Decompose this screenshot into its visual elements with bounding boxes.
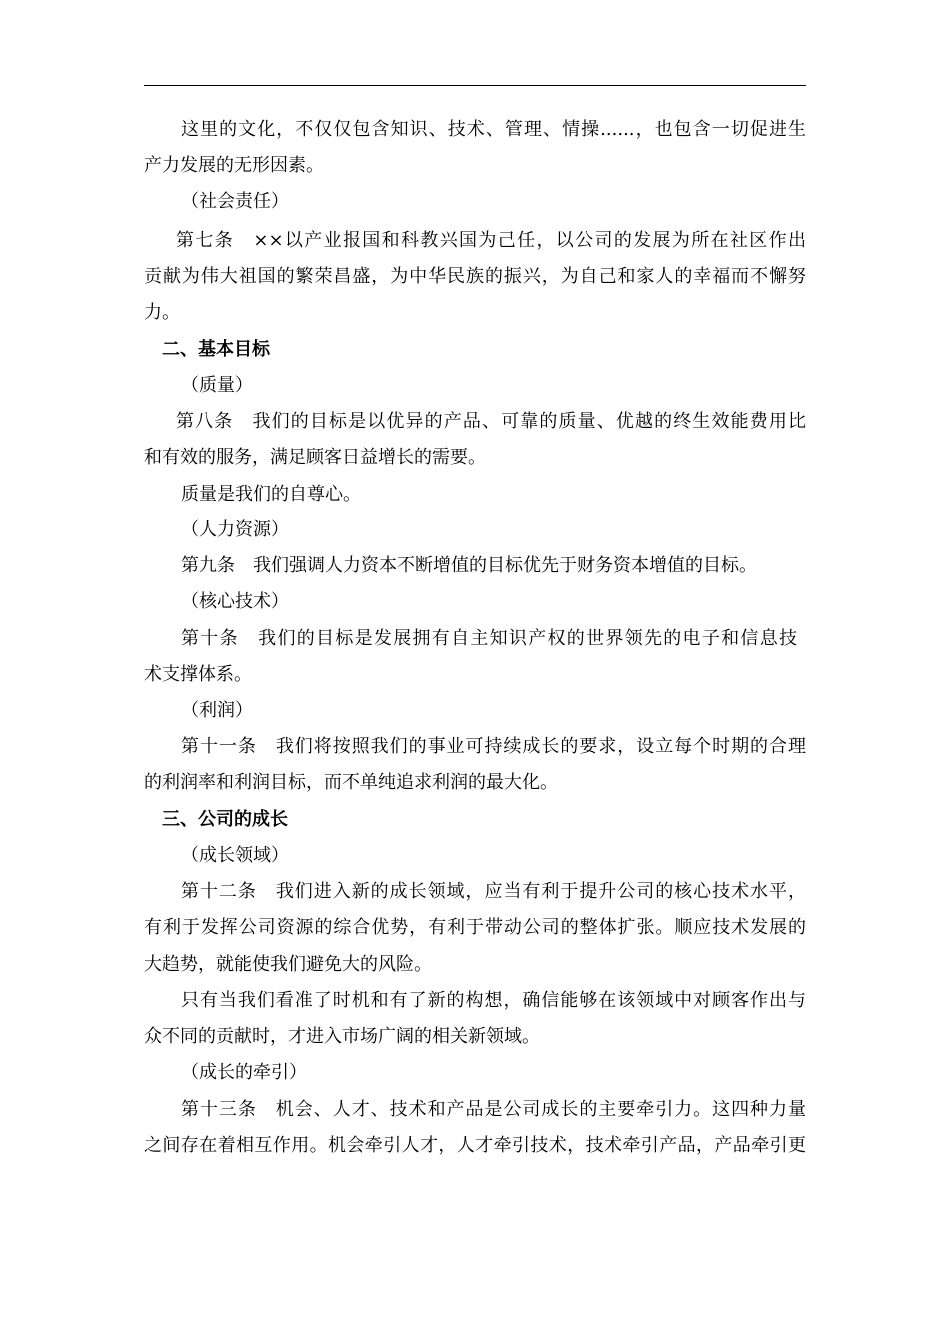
paragraph-line: 力。 bbox=[144, 302, 180, 323]
article-line: 第十条 我们的目标是发展拥有自主知识产权的世界领先的电子和信息技 bbox=[181, 628, 797, 649]
section-heading: 三、公司的成长 bbox=[162, 809, 288, 830]
article-line: 第十三条 机会、人才、技术和产品是公司成长的主要牵引力。这四种力量 bbox=[181, 1099, 806, 1120]
header-rule bbox=[144, 85, 806, 86]
paragraph-line: 这里的文化，不仅仅包含知识、技术、管理、情操......，也包含一切促进生 bbox=[181, 119, 806, 140]
article-line: 第十一条 我们将按照我们的事业可持续成长的要求，设立每个时期的合理 bbox=[181, 736, 806, 757]
article-line: 第八条 我们的目标是以优异的产品、可靠的质量、优越的终生效能费用比 bbox=[176, 411, 806, 432]
paragraph-line: 有利于发挥公司资源的综合优势，有利于带动公司的整体扩张。顺应技术发展的 bbox=[144, 917, 806, 938]
section-label: （人力资源） bbox=[181, 519, 289, 540]
paragraph-line: 贡献为伟大祖国的繁荣昌盛，为中华民族的振兴，为自己和家人的幸福而不懈努 bbox=[144, 266, 806, 287]
paragraph-line: 只有当我们看准了时机和有了新的构想，确信能够在该领域中对顾客作出与 bbox=[181, 990, 806, 1011]
paragraph-line: 产力发展的无形因素。 bbox=[144, 155, 324, 176]
article-line: 第九条 我们强调人力资本不断增值的目标优先于财务资本增值的目标。 bbox=[181, 555, 757, 576]
paragraph-line: 的利润率和利润目标，而不单纯追求利润的最大化。 bbox=[144, 772, 558, 793]
section-label: （社会责任） bbox=[181, 191, 289, 212]
section-label: （质量） bbox=[181, 375, 253, 396]
paragraph-line: 大趋势，就能使我们避免大的风险。 bbox=[144, 954, 432, 975]
paragraph-line: 和有效的服务，满足顾客日益增长的需要。 bbox=[144, 447, 486, 468]
section-label: （成长的牵引） bbox=[181, 1062, 307, 1083]
section-label: （成长领域） bbox=[181, 845, 289, 866]
section-label: （利润） bbox=[181, 700, 253, 721]
paragraph-line: 之间存在着相互作用。机会牵引人才，人才牵引技术，技术牵引产品，产品牵引更 bbox=[144, 1135, 806, 1156]
paragraph-line: 术支撑体系。 bbox=[144, 664, 252, 685]
section-heading: 二、基本目标 bbox=[162, 339, 270, 360]
article-line: 第十二条 我们进入新的成长领域，应当有利于提升公司的核心技术水平， bbox=[181, 881, 806, 902]
paragraph-line: 质量是我们的自尊心。 bbox=[181, 484, 361, 505]
paragraph-line: 众不同的贡献时，才进入市场广阔的相关新领域。 bbox=[144, 1026, 540, 1047]
section-label: （核心技术） bbox=[181, 591, 289, 612]
article-line: 第七条 ××以产业报国和科教兴国为己任，以公司的发展为所在社区作出 bbox=[176, 230, 806, 251]
